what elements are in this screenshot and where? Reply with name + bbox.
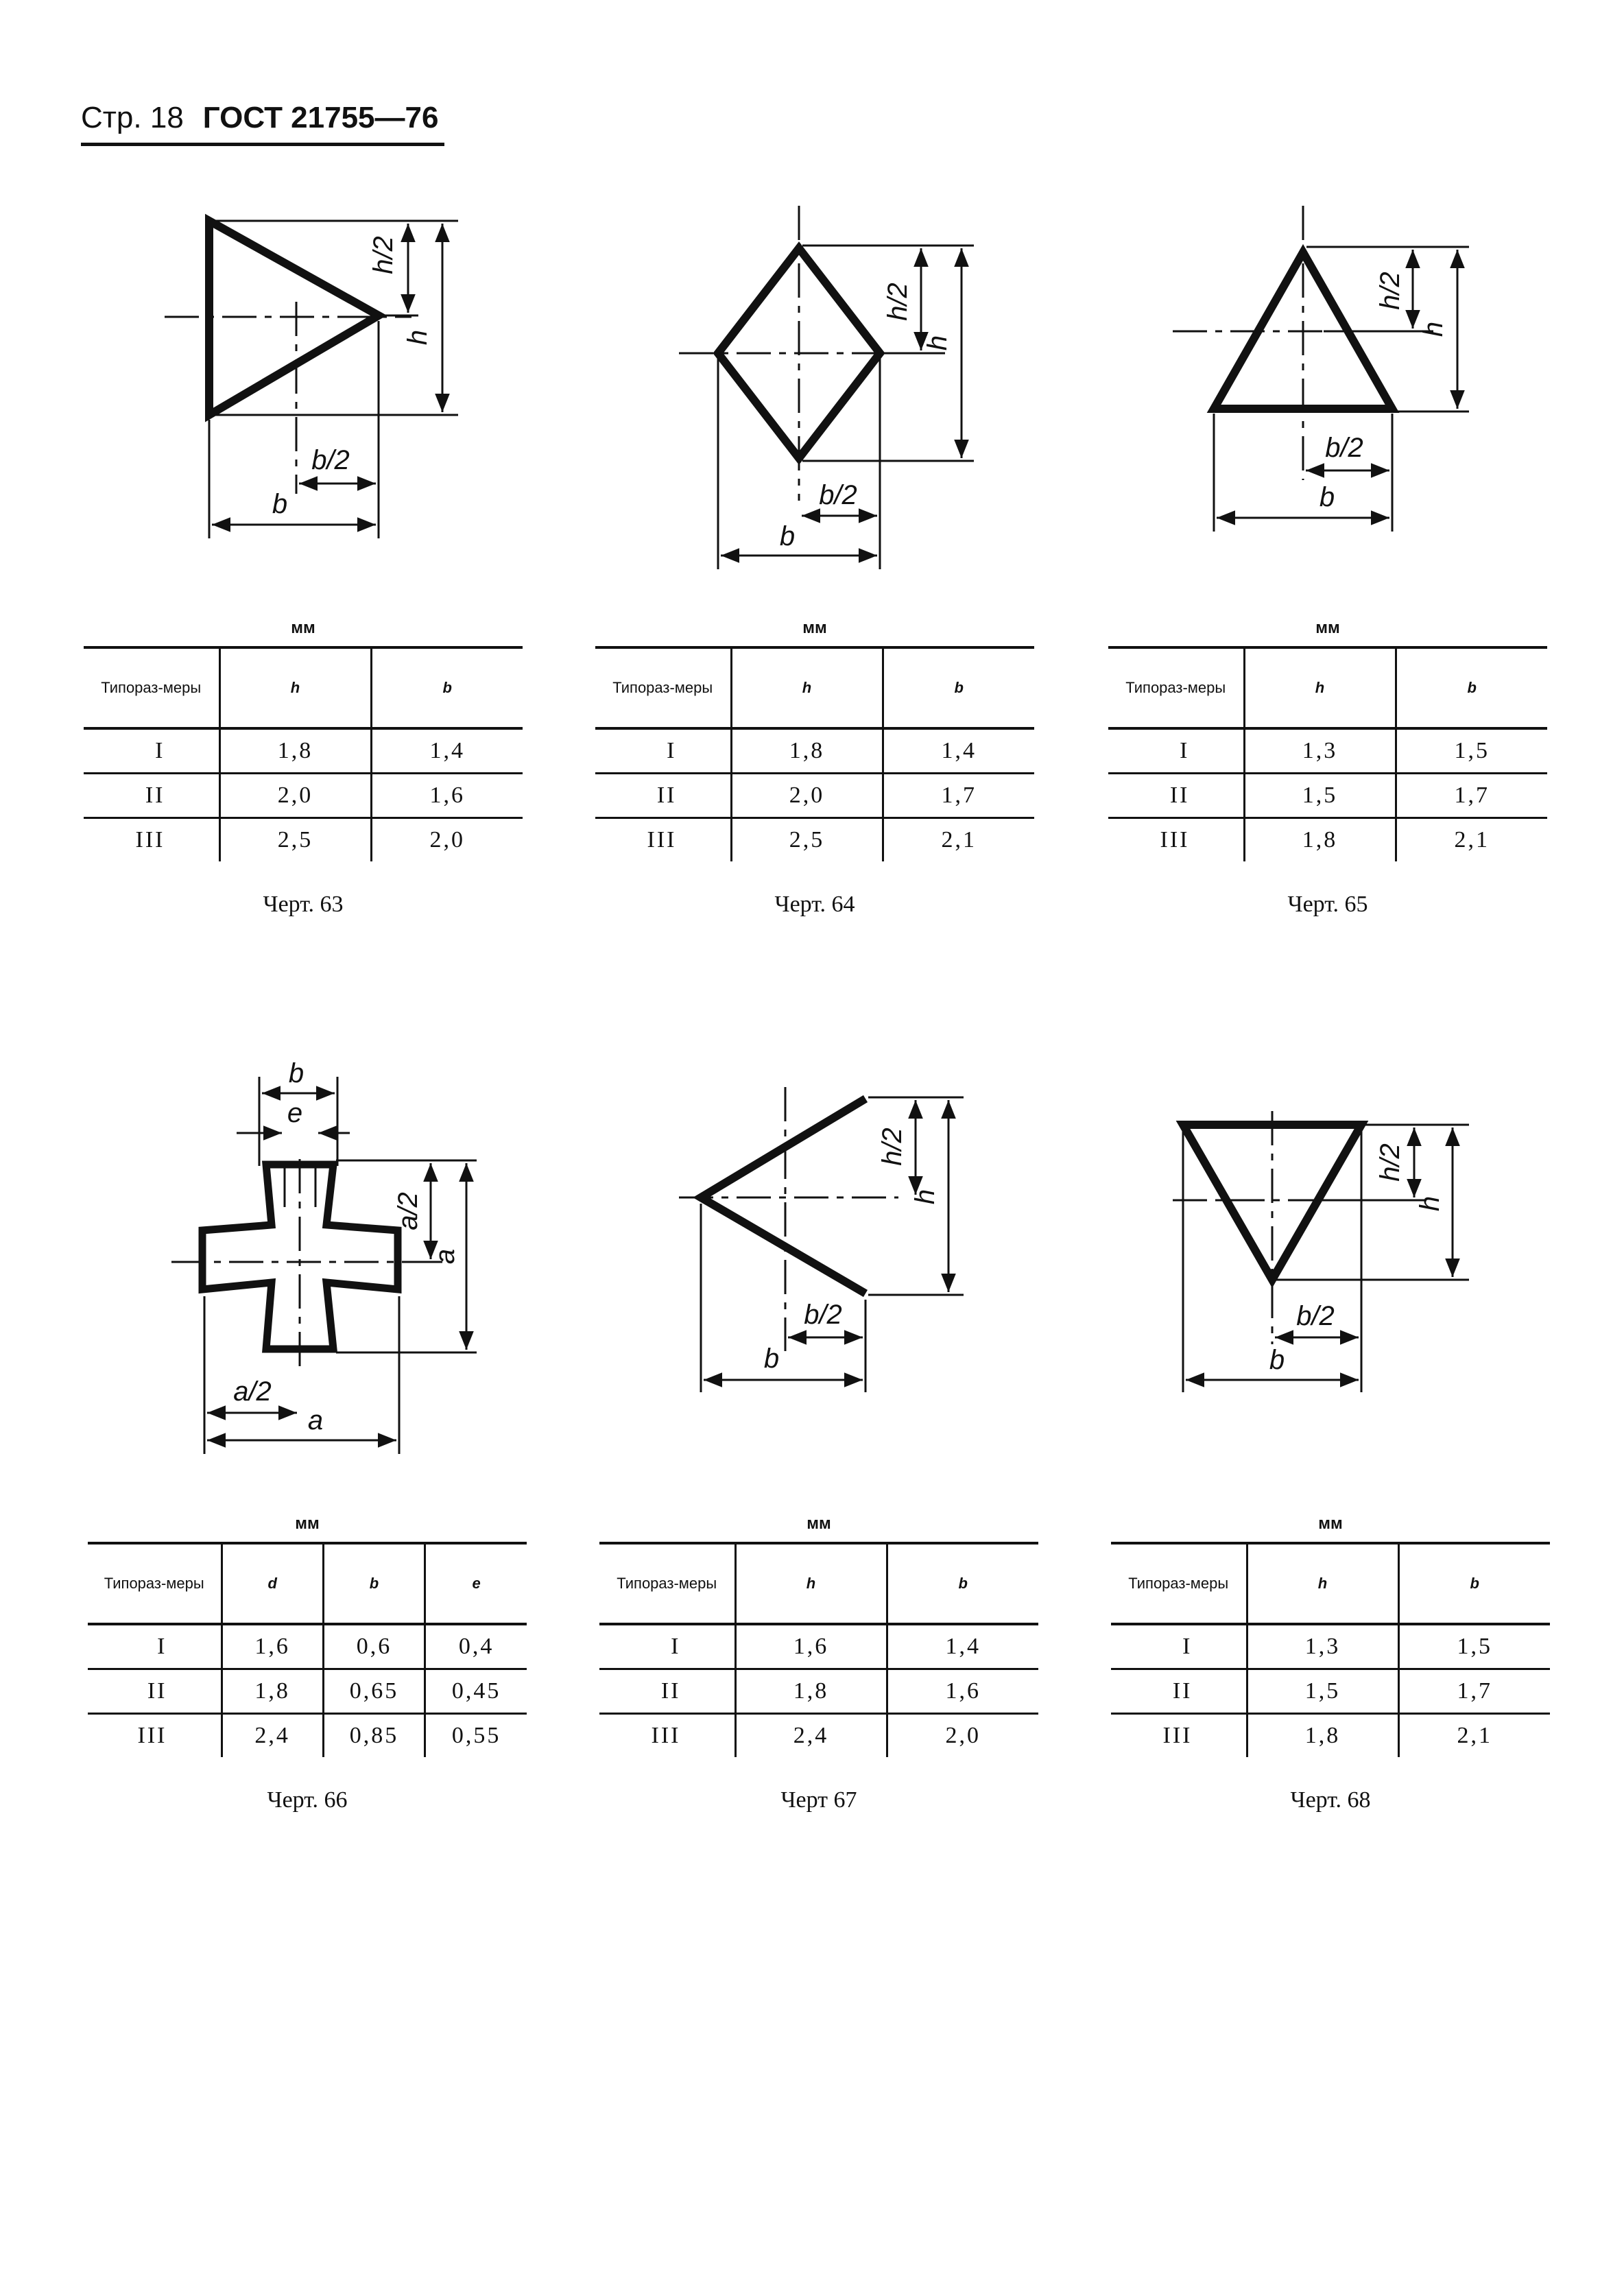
figure-caption: Черт. 68 xyxy=(1290,1787,1371,1813)
table-row: II 1,5 1,7 xyxy=(1108,774,1547,818)
table-row: II 2,0 1,7 xyxy=(595,774,1034,818)
figure-66-table-block xyxy=(88,1514,527,1813)
column-header: b xyxy=(887,1543,1038,1624)
figure-68-table-block xyxy=(1111,1514,1550,1813)
size-header: Типораз-меры xyxy=(599,1543,735,1624)
figure-67-table-block xyxy=(599,1514,1038,1813)
fig67-label-h2: h/2 xyxy=(877,1128,907,1166)
table-row: I 1,6 1,4 xyxy=(599,1624,1038,1669)
fig63-label-b2: b/2 xyxy=(311,445,350,475)
table-row: III 1,8 2,1 xyxy=(1108,818,1547,862)
fig68-label-h: h xyxy=(1415,1195,1445,1212)
table-row: I 1,3 1,5 xyxy=(1111,1624,1550,1669)
column-header: h xyxy=(1247,1543,1398,1624)
column-header: b xyxy=(323,1543,425,1624)
unit-label: мм xyxy=(807,1514,831,1533)
table-row: III 2,4 0,85 0,55 xyxy=(88,1714,527,1758)
fig64-label-b: b xyxy=(779,521,796,551)
unit-label: мм xyxy=(1318,1514,1343,1533)
column-header: e xyxy=(425,1543,527,1624)
table-row: I 1,8 1,4 xyxy=(595,728,1034,774)
figure-caption: Черт 67 xyxy=(780,1787,857,1813)
fig67-label-b: b xyxy=(763,1344,780,1374)
fig66-label-a2-vert: a/2 xyxy=(393,1192,423,1230)
fig63-label-b: b xyxy=(272,489,288,519)
column-header: h xyxy=(219,647,371,728)
fig66-label-a2: a/2 xyxy=(233,1376,272,1407)
column-header: d xyxy=(222,1543,323,1624)
fig65-label-b2: b/2 xyxy=(1325,433,1363,463)
fig67-label-b2: b/2 xyxy=(804,1300,842,1330)
dimensions-table xyxy=(88,1542,527,1757)
figure-67-shape xyxy=(679,1087,964,1392)
fig65-label-h2: h/2 xyxy=(1375,272,1405,310)
fig66-label-a: a xyxy=(307,1405,324,1435)
dimensions-table xyxy=(1111,1542,1550,1757)
fig64-label-b2: b/2 xyxy=(819,480,857,510)
fig68-label-b: b xyxy=(1269,1345,1285,1375)
size-header: Типораз-меры xyxy=(595,647,731,728)
table-row: I 1,8 1,4 xyxy=(84,728,523,774)
fig67-label-h: h xyxy=(910,1189,940,1205)
figure-66-shape xyxy=(171,1077,477,1454)
figure-caption: Черт. 65 xyxy=(1287,892,1368,917)
dimensions-table xyxy=(595,646,1034,861)
column-header: h xyxy=(1244,647,1396,728)
column-header: b xyxy=(1396,647,1547,728)
table-row: III 1,8 2,1 xyxy=(1111,1714,1550,1758)
table-row: II 1,8 1,6 xyxy=(599,1669,1038,1714)
standard-code: ГОСТ 21755—76 xyxy=(202,101,439,134)
unit-label: мм xyxy=(291,619,315,637)
fig64-label-h2: h/2 xyxy=(883,283,913,321)
table-row: II 2,0 1,6 xyxy=(84,774,523,818)
fig68-label-b2: b/2 xyxy=(1296,1301,1335,1331)
figure-caption: Черт. 63 xyxy=(263,892,344,917)
column-header: h xyxy=(731,647,883,728)
page-number: Стр. 18 xyxy=(81,101,184,134)
dimensions-table xyxy=(599,1542,1038,1757)
size-header: Типораз-меры xyxy=(1108,647,1244,728)
figure-caption: Черт. 66 xyxy=(267,1787,348,1813)
figure-64-table-block xyxy=(595,619,1034,918)
size-header: Типораз-меры xyxy=(1111,1543,1247,1624)
fig68-label-h2: h/2 xyxy=(1375,1143,1405,1182)
fig66-label-b: b xyxy=(288,1058,304,1088)
dimensions-table xyxy=(84,646,523,861)
figure-68-shape xyxy=(1173,1111,1469,1392)
table-row: I 1,3 1,5 xyxy=(1108,728,1547,774)
figure-caption: Черт. 64 xyxy=(774,892,855,917)
figure-63-table-block xyxy=(84,619,523,918)
fig63-label-h: h xyxy=(403,329,433,346)
fig65-label-b: b xyxy=(1319,482,1335,512)
table-row: III 2,5 2,0 xyxy=(84,818,523,862)
table-row: I 1,6 0,6 0,4 xyxy=(88,1624,527,1669)
size-header: Типораз-меры xyxy=(84,647,219,728)
dimensions-table xyxy=(1108,646,1547,861)
size-header: Типораз-меры xyxy=(88,1543,222,1624)
fig64-label-h: h xyxy=(922,335,953,351)
figure-65-table-block xyxy=(1108,619,1547,918)
fig63-label-h2: h/2 xyxy=(368,236,398,274)
fig66-label-a-vert: a xyxy=(430,1248,460,1265)
fig65-label-h: h xyxy=(1418,321,1448,337)
fig66-label-e: e xyxy=(287,1098,303,1128)
column-header: b xyxy=(371,647,523,728)
unit-label: мм xyxy=(1315,619,1340,637)
column-header: h xyxy=(735,1543,887,1624)
column-header: b xyxy=(883,647,1034,728)
figure-64-shape xyxy=(679,206,974,569)
table-row: III 2,5 2,1 xyxy=(595,818,1034,862)
table-row: II 1,5 1,7 xyxy=(1111,1669,1550,1714)
unit-label: мм xyxy=(802,619,827,637)
figure-63-shape xyxy=(165,221,458,538)
table-row: II 1,8 0,65 0,45 xyxy=(88,1669,527,1714)
column-header: b xyxy=(1398,1543,1550,1624)
table-row: III 2,4 2,0 xyxy=(599,1714,1038,1758)
unit-label: мм xyxy=(295,1514,320,1533)
